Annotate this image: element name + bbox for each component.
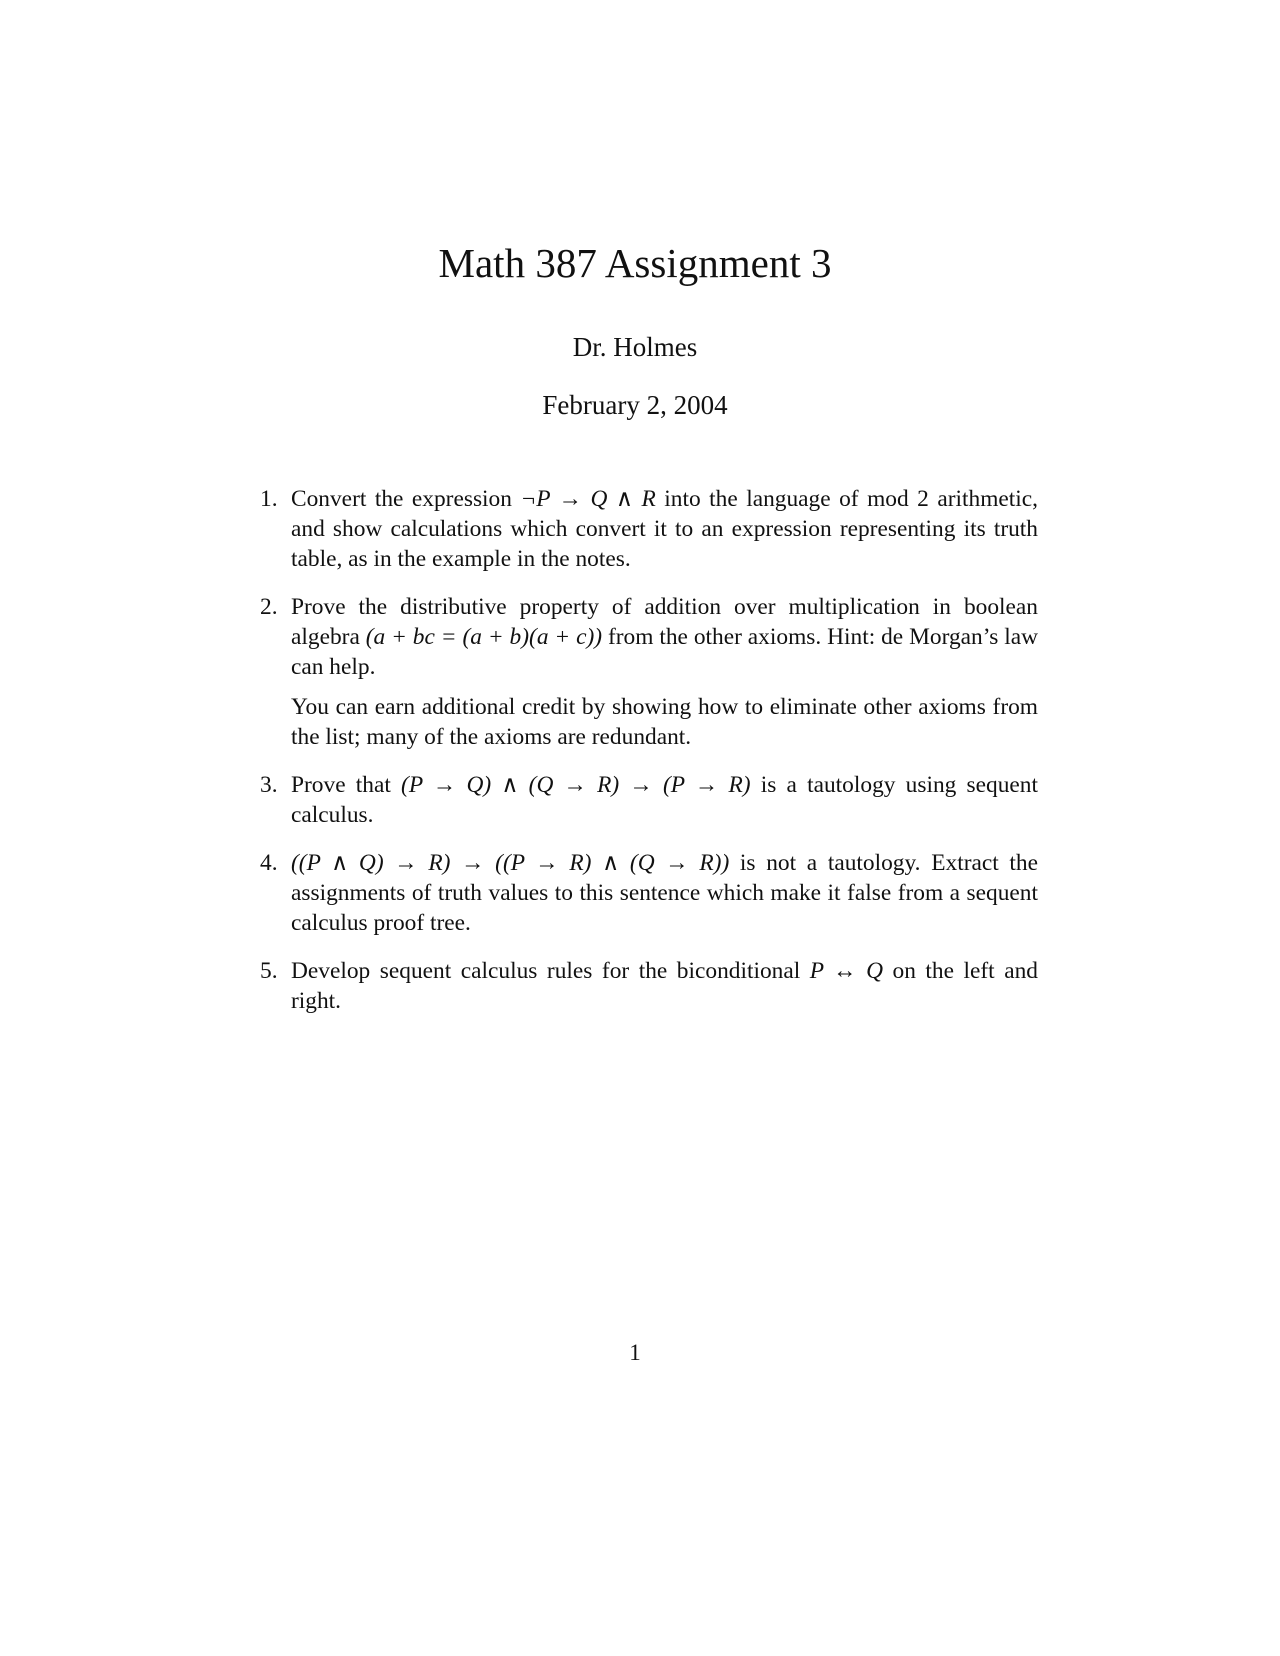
problem-number: 2. (260, 594, 278, 620)
problem-item-5 (260, 956, 1038, 1016)
problem-item-4 (260, 848, 1038, 938)
page-number: 1 (629, 1340, 641, 1365)
problem-text (291, 484, 1038, 574)
problem-text (291, 592, 1038, 682)
document-title: Math 387 Assignment 3 (438, 240, 832, 286)
problem-text (291, 770, 1038, 830)
problem-text-segment: Develop sequent calculus rules for the biconditional (291, 958, 810, 984)
math-expression: ¬P → Q ∧ R (520, 486, 656, 512)
problem-number: 3. (260, 772, 278, 798)
problem-number: 1. (260, 486, 278, 512)
problem-text-segment: is not a tautology. Extract the assignments of truth values to this sentence which make it false from a sequent calculus proof tree. (291, 850, 1038, 936)
math-expression: (P → Q) ∧ (Q → R) → (P → R) (401, 772, 751, 798)
document-author: Dr. Holmes (572, 332, 698, 362)
problem-item-2 (260, 592, 1038, 752)
math-expression: (a + bc = (a + b)(a + c)) (365, 624, 603, 650)
math-expression: ((P ∧ Q) → R) → ((P → R) ∧ (Q → R)) (291, 850, 730, 876)
problem-list (260, 484, 1038, 1034)
problem-text-segment: is a tautology using sequent calculus. (291, 772, 1038, 828)
problem-text-segment: Prove the distributive property of addition over multiplication in boolean algebra (291, 594, 1038, 650)
problem-item-3 (260, 770, 1038, 830)
problem-text-segment: from the other axioms. Hint: de Morgan’s law can help. (291, 624, 1038, 680)
problem-extra-credit-text: You can earn additional credit by showing how to eliminate other axioms from the list; many of the axioms are redundant. (291, 694, 1038, 750)
math-expression: P ↔ Q (809, 958, 883, 984)
document-date: February 2, 2004 (542, 390, 728, 420)
problem-text (291, 956, 1038, 1016)
problem-number: 4. (260, 850, 278, 876)
problem-text (291, 848, 1038, 938)
problem-number: 5. (260, 958, 278, 984)
problem-text-segment: Prove that (291, 772, 402, 798)
problem-text-segment: Convert the expression (291, 486, 521, 512)
problem-item-1 (260, 484, 1038, 574)
problem-text-segment: into the language of mod 2 arithmetic, and show calculations which convert it to an expression representing its truth table, as in the example in the notes. (291, 486, 1039, 572)
problem-text-segment: on the left and right. (291, 958, 1038, 1014)
